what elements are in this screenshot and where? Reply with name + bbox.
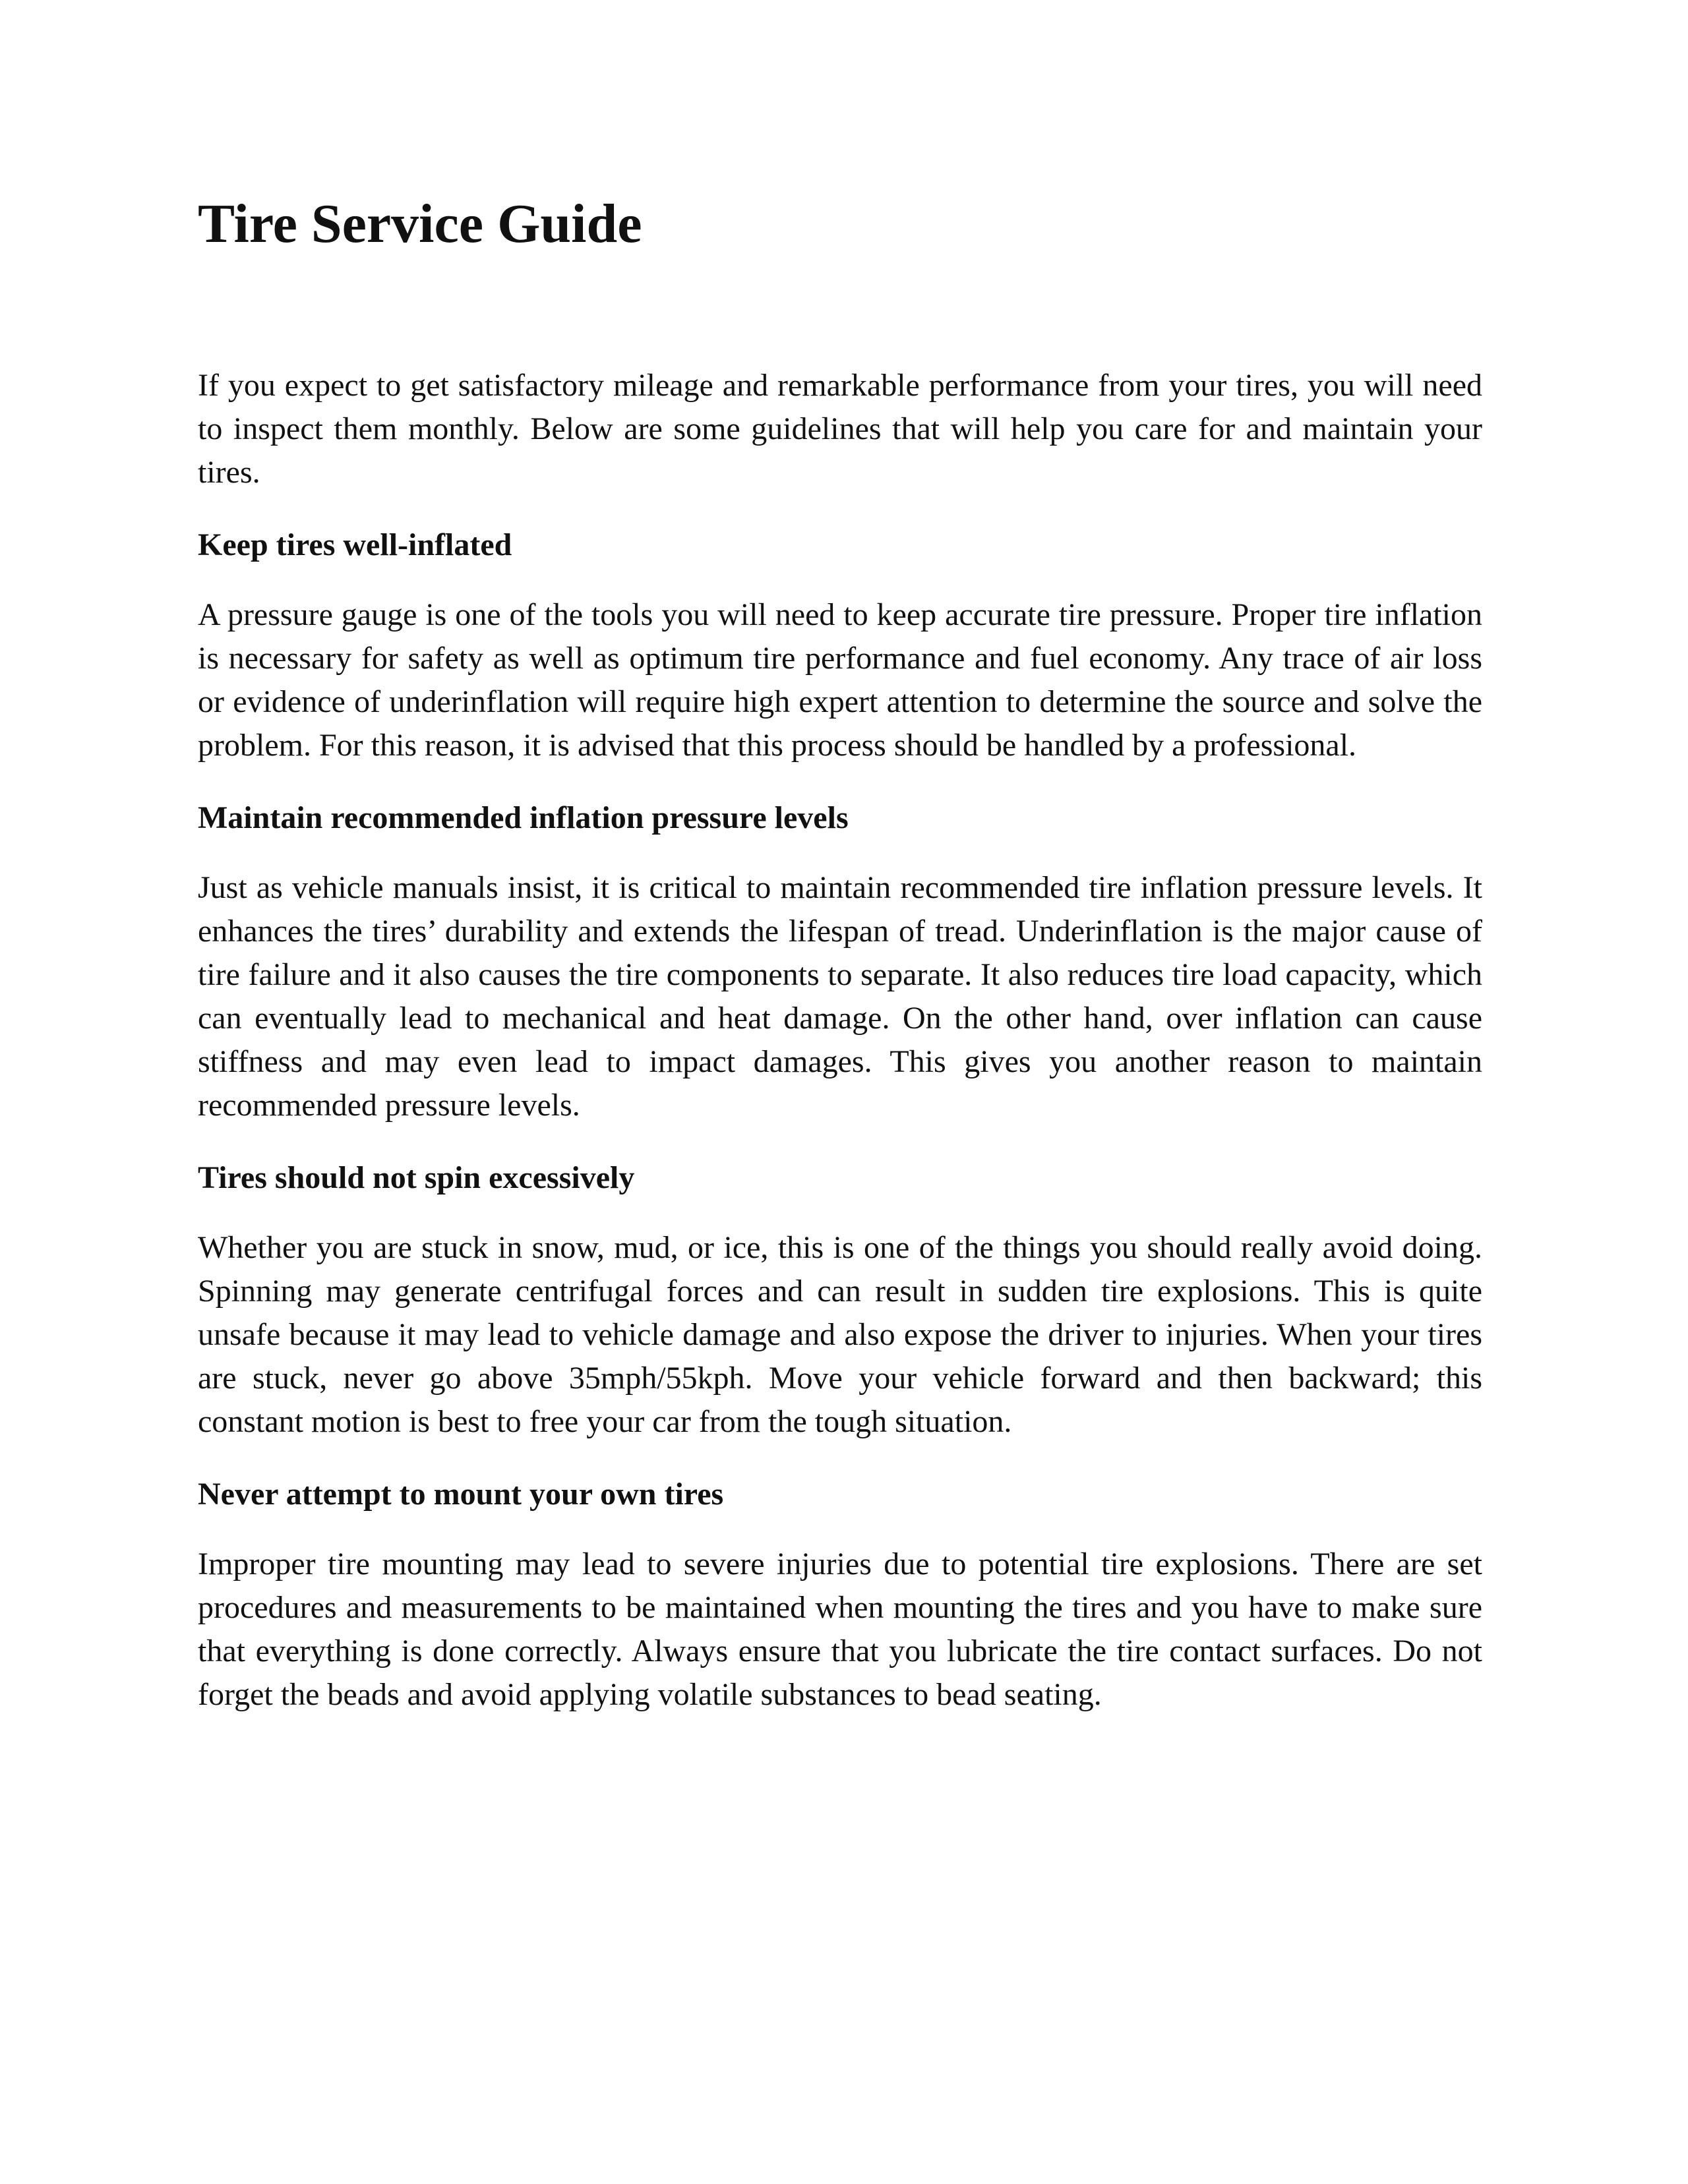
document-title: Tire Service Guide — [198, 193, 642, 254]
section-heading-mounting: Never attempt to mount your own tires — [198, 1477, 724, 1512]
section-heading-pressure-levels: Maintain recommended inflation pressure levels — [198, 800, 849, 835]
section-heading-inflation: Keep tires well-inflated — [198, 527, 512, 562]
intro-paragraph: If you expect to get satisfactory mileage and remarkable performance from your tires, you will need to inspect them monthly. Below are some guidelines that will help you care for and maintain your tires. — [198, 368, 1482, 490]
section-heading-spinning: Tires should not spin excessively — [198, 1160, 635, 1195]
document-body — [198, 364, 1482, 1746]
section-body-inflation: A pressure gauge is one of the tools you will need to keep accurate tire pressure. Proper tire inflation is necessary for safety as well as optimum tire performance and fuel economy. Any trace of air loss or evidence of underinflation will require high expert attention to determine the source and solve the problem. For this reason, it is advised that this process should be handled by a professional. — [198, 597, 1482, 763]
section-body-mounting: Improper tire mounting may lead to severe injuries due to potential tire explosions. There are set procedures and measurements to be maintained when mounting the tires and you have to make sure that everything is done correctly. Always ensure that you lubricate the tire contact surfaces. Do not forget the beads and avoid applying volatile substances to bead seating. — [198, 1547, 1482, 1712]
section-body-spinning: Whether you are stuck in snow, mud, or ice, this is one of the things you should really avoid doing. Spinning may generate centrifugal forces and can result in sudden tire explosions. This is quite unsafe because it may lead to vehicle damage and also expose the driver to injuries. When your tires are stuck, never go above 35mph/55kph. Move your vehicle forward and then backward; this constant motion is best to free your car from the tough situation. — [198, 1230, 1482, 1439]
section-body-pressure-levels: Just as vehicle manuals insist, it is critical to maintain recommended tire inflation pressure levels. It enhances the tires’ durability and extends the lifespan of tread. Underinflation is the major cause of tire failure and it also causes the tire components to separate. It also reduces tire load capacity, which can eventually lead to mechanical and heat damage. On the other hand, over inflation can cause stiffness and may even lead to impact damages. This gives you another reason to maintain recommended pressure levels. — [198, 870, 1482, 1123]
